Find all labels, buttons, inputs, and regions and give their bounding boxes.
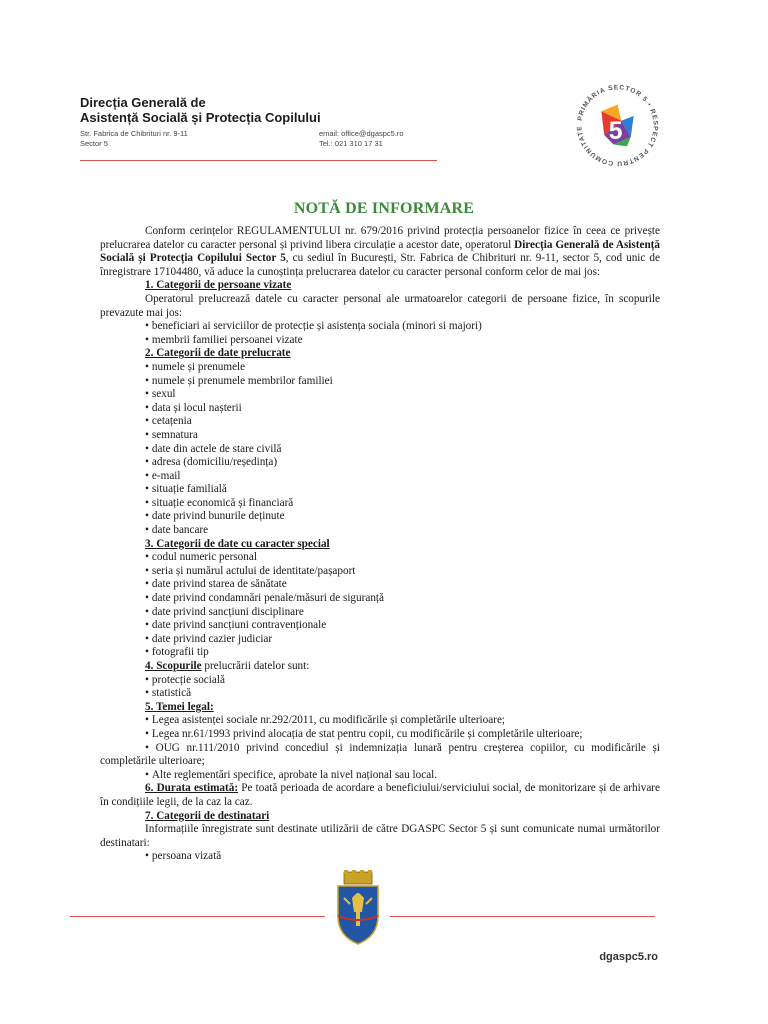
list-item: • e-mail	[145, 469, 181, 482]
list-item: • Legea nr.61/1993 privind alocația de stat pentru copii, cu modificările și completările ulterioare;	[145, 727, 583, 740]
list-item: • persoana vizată	[145, 850, 222, 863]
section-5-list	[100, 714, 660, 782]
section-7-list	[100, 850, 660, 864]
list-item: • adresa (domiciliu/reședința)	[145, 456, 278, 469]
section-6	[100, 782, 660, 809]
bullet: •	[145, 374, 149, 387]
bullet: •	[145, 320, 149, 333]
bullet: •	[145, 768, 149, 781]
list-item: • seria și numărul actului de identitate/pașaport	[145, 564, 356, 577]
list-item: • date privind condamnări penale/măsuri de siguranță	[145, 592, 384, 605]
list-item: • date bancare	[145, 524, 209, 537]
section-3-title: 3. Categorii de date cu caracter special	[145, 537, 330, 550]
list-item: • date privind bunurile deținute	[145, 510, 285, 523]
bullet: •	[145, 442, 149, 455]
list-item: • situație economică și financiară	[145, 496, 294, 509]
bullet: •	[145, 510, 149, 523]
list-item: • date privind sancțiuni disciplinare	[145, 605, 304, 618]
list-item: • membrii familiei persoanei vizate	[145, 333, 303, 346]
bullet: •	[145, 714, 149, 727]
bullet: •	[145, 333, 149, 346]
organization-name	[80, 95, 321, 125]
bullet: •	[145, 456, 149, 469]
bullet: •	[145, 605, 149, 618]
header-divider	[80, 160, 437, 161]
section-2-title: 2. Categorii de date prelucrate	[145, 347, 291, 360]
list-item: • sexul	[145, 388, 176, 401]
contact-email: email: office@dgaspc5.ro	[319, 129, 404, 138]
section-3-list	[100, 551, 660, 660]
list-item: • numele și prenumele	[145, 360, 246, 373]
list-item: • fotografii tip	[145, 646, 209, 659]
intro-paragraph	[100, 225, 660, 279]
contact-block	[319, 129, 404, 149]
address-block	[80, 129, 188, 149]
intro-text-part2: , cu sediul în București, Str. Fabrica de Chibrituri nr. 9-11, sector 5, cod unic de înregistrare 17104480, vă aduce la cunoștința prelucrarea datelor cu caracter personal conform celor de mai jos:	[100, 252, 660, 278]
list-item: • date din actele de stare civilă	[145, 442, 282, 455]
list-item: • beneficiari ai serviciilor de protecție și asistența sociala (minori si majori)	[145, 320, 482, 333]
section-4-title: 4. Scopurile	[145, 660, 202, 672]
list-item: • cetațenia	[145, 415, 192, 428]
list-item: • situație familială	[145, 483, 227, 496]
section-4-list	[100, 674, 660, 701]
list-item: • protecție socială	[145, 673, 225, 686]
address-street: Str. Fabrica de Chibrituri nr. 9-11	[80, 129, 188, 138]
section-7-title: 7. Categorii de destinatari	[145, 809, 270, 822]
bullet: •	[145, 551, 149, 564]
primaria-sector5-logo	[570, 78, 665, 173]
intro-operator-name: Direcția Generală de Asistență Socială și Protecția Copilului Sector 5	[100, 238, 660, 265]
bullet: •	[145, 524, 149, 537]
list-item: • date privind sancțiuni contravenționale	[145, 619, 327, 632]
bullet: •	[145, 483, 149, 496]
svg-text:5: 5	[608, 117, 623, 145]
list-item: • data și locul nașterii	[145, 401, 242, 414]
intro-text-part1: Conform cerințelor REGULAMENTULUI nr. 679/2016 privind protecția persoanelor fizice în ceea ce privește prelucrarea datelor cu caracter personal și privind libera circulație a acestor date, operatorul	[100, 225, 660, 251]
document-title: NOTĂ DE INFORMARE	[293, 200, 475, 217]
list-item: • date privind cazier judiciar	[145, 632, 273, 645]
list-item: • date privind starea de sănătate	[145, 578, 287, 591]
footer-divider-right	[390, 916, 655, 917]
bullet: •	[145, 388, 149, 401]
bullet: •	[145, 592, 149, 605]
section-1-title: 1. Categorii de persoane vizate	[145, 279, 292, 292]
section-4-rest: prelucrării datelor sunt:	[201, 660, 310, 672]
bullet: •	[145, 401, 149, 414]
section-7-text: Informațiile înregistrate sunt destinate utilizării de către DGASPC Sector 5 și sunt comunicate numai următorilor destinatari:	[100, 823, 660, 849]
bullet: •	[145, 687, 149, 700]
bullet: •	[145, 632, 149, 645]
bullet: •	[145, 741, 149, 754]
section-1-text: Operatorul prelucrează datele cu caracter personal ale urmatoarelor categorii de persoane fizice, în scopurile prevazute mai jos:	[100, 292, 660, 319]
section-5-title: 5. Temei legal:	[145, 700, 214, 713]
list-item: • codul numeric personal	[145, 551, 257, 564]
list-item: • statistică	[145, 687, 192, 700]
section-2-list	[100, 361, 660, 538]
address-sector: Sector 5	[80, 139, 108, 148]
section-6-title: 6. Durata estimată:	[145, 782, 239, 795]
contact-phone: Tel.: 021 310 17 31	[319, 139, 383, 148]
bullet: •	[145, 415, 149, 428]
bullet: •	[145, 619, 149, 632]
website-link[interactable]: dgaspc5.ro	[599, 951, 658, 963]
list-item: • Legea asistenței sociale nr.292/2011, cu modificările și completările ulterioare;	[145, 714, 506, 727]
list-item: • Alte reglementări specifice, aprobate la nivel național sau local.	[145, 768, 438, 781]
list-item: • OUG nr.111/2010 privind concediul și indemnizația lunară pentru creșterea copiilor, cu modificările și completările ulterioare;	[100, 741, 661, 768]
section-6-text: Pe toată perioada de acordare a beneficiului/serviciului social, de monitorizare și de arhivare în condițiile legii, de la caz la caz.	[100, 782, 660, 808]
bullet: •	[145, 727, 149, 740]
section-1-list	[100, 320, 660, 347]
bullet: •	[145, 646, 149, 659]
footer-divider-left	[70, 916, 325, 917]
bullet: •	[145, 564, 149, 577]
bullet: •	[145, 496, 149, 509]
bullet: •	[145, 428, 149, 441]
list-item: • semnatura	[145, 428, 198, 441]
document-body	[100, 225, 660, 864]
bucharest-coat-of-arms-icon	[332, 868, 384, 946]
section-4-heading	[100, 660, 660, 674]
organization-name-line2: Asistență Socială și Protecția Copilului	[80, 110, 321, 125]
organization-name-line1: Direcția Generală de	[80, 95, 206, 110]
bullet: •	[145, 673, 149, 686]
bullet: •	[145, 850, 149, 863]
bullet: •	[145, 578, 149, 591]
list-item: • numele și prenumele membrilor familiei	[145, 374, 333, 387]
bullet: •	[145, 360, 149, 373]
bullet: •	[145, 469, 149, 482]
svg-text:PRIMĂRIA SECTOR 5 • RESPECT PE: PRIMĂRIA SECTOR 5 • RESPECT PENTRU COMUNITATE	[576, 84, 659, 167]
